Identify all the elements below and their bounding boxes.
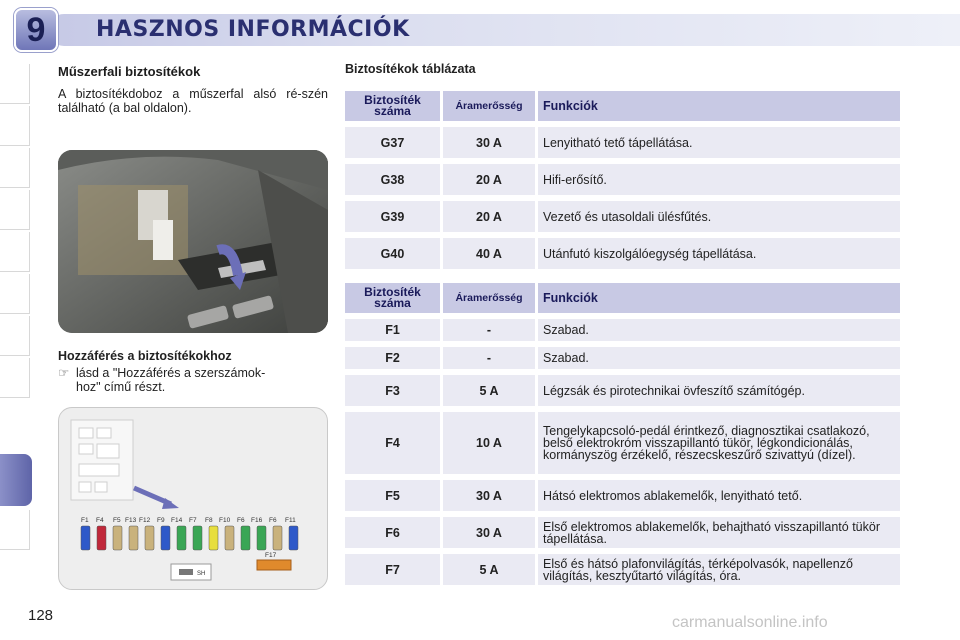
chapter-tab-4[interactable] (0, 190, 30, 230)
fuse-f17 (257, 560, 291, 570)
page-number: 128 (28, 607, 54, 624)
fuse-labels (81, 517, 296, 524)
fuse-blade (113, 526, 122, 550)
table-header-row (345, 91, 900, 121)
table-header-row (345, 283, 900, 313)
table-row: F4 10 A Tengelykapcsoló-pedál érintkező, diagnosztikai csatlakozó, belső elektrokróm visszapillantó tükör, légkondicionálás, kormányszög érzékelő, részecskeszűrő szivattyú (dízel). (345, 412, 900, 474)
header-amperage: Áramerősség (440, 283, 535, 313)
header-fuse-number: Biztosíték száma (345, 91, 440, 121)
chapter-tab-6[interactable] (0, 274, 30, 314)
chapter-tab-8[interactable] (0, 358, 30, 398)
fuse-table-b (345, 277, 900, 591)
fuse-label: F10 (219, 517, 231, 524)
fuse-blade (129, 526, 138, 550)
chapter-tab-3[interactable] (0, 148, 30, 188)
shunt (179, 569, 193, 575)
header-amperage: Áramerősség (440, 91, 535, 121)
left-column (58, 60, 328, 115)
fuse-label: F4 (96, 517, 104, 524)
table-row: F5 30 A Hátsó elektromos ablakemelők, lenyitható tető. (345, 480, 900, 511)
chapter-badge: 9 (14, 8, 58, 52)
fuse-blade (161, 526, 170, 550)
bullet-hand-icon: ☞ (58, 366, 70, 380)
fuse-label: F16 (251, 517, 263, 524)
access-fuses-title: Hozzáférés a biztosítékokhoz (58, 349, 232, 363)
fuse-label: F9 (157, 517, 165, 524)
chapter-tab-5[interactable] (0, 232, 30, 272)
fuse-blade (145, 526, 154, 550)
table-row: F3 5 A Légzsák és pirotechnikai övfeszítő számítógép. (345, 375, 900, 406)
fuse-label: F13 (125, 517, 137, 524)
fuse-blade (81, 526, 90, 550)
fuse-label: F11 (285, 517, 296, 524)
fuse-blade (225, 526, 234, 550)
fuse-box-svg (59, 408, 328, 590)
dashboard-photo (58, 150, 328, 333)
fuse-blade (97, 526, 106, 550)
chapter-tab-1[interactable] (0, 64, 30, 104)
shunt-label: SH (197, 571, 206, 577)
fuse-blade (289, 526, 298, 550)
fuse-label-f17: F17 (265, 552, 277, 559)
access-line-1: lásd a "Hozzáférés a szerszámok- (76, 366, 266, 380)
fuse-table-caption: Biztosítékok táblázata (345, 62, 476, 76)
fuse-box-diagram (58, 407, 328, 590)
fuse-label: F5 (113, 517, 121, 524)
access-line-2: hoz" című részt. (76, 380, 166, 394)
fuse-blade (273, 526, 282, 550)
fuse-label: F6 (237, 517, 245, 524)
fuse-label: F6 (269, 517, 277, 524)
chapter-tab-10[interactable] (0, 510, 30, 550)
fuse-label: F8 (205, 517, 213, 524)
page-title: HASZNOS INFORMÁCIÓK (96, 17, 410, 42)
fuse-blade (241, 526, 250, 550)
table-row: F6 30 A Első elektromos ablakemelők, behajtható visszapillantó tükör tápellátása. (345, 517, 900, 548)
fuse-blade (193, 526, 202, 550)
chapter-tab-9-active[interactable] (0, 454, 32, 506)
fuse-label: F1 (81, 517, 89, 524)
header-fuse-number: Biztosíték száma (345, 283, 440, 313)
page-header (0, 0, 960, 60)
table-row: G37 30 A Lenyitható tető tápellátása. (345, 127, 900, 158)
chapter-tab-7[interactable] (0, 316, 30, 356)
dashboard-fuses-title: Műszerfali biztosítékok (58, 64, 201, 79)
fuse-blade (177, 526, 186, 550)
table-row: F2 - Szabad. (345, 347, 900, 369)
fuse-table-a (345, 85, 900, 275)
header-functions: Funkciók (535, 283, 900, 313)
fuse-blade (209, 526, 218, 550)
table-row: G39 20 A Vezető és utasoldali ülésfűtés. (345, 201, 900, 232)
table-row: F7 5 A Első és hátsó plafonvilágítás, térképolvasók, napellenző világítás, kesztyűtartó világítás, óra. (345, 554, 900, 585)
table-row: G38 20 A Hifi-erősítő. (345, 164, 900, 195)
table-row: G40 40 A Utánfutó kiszolgálóegység tápellátása. (345, 238, 900, 269)
chapter-tab-2[interactable] (0, 106, 30, 146)
fuse-blade (257, 526, 266, 550)
fuse-label: F14 (171, 517, 183, 524)
table-row: F1 - Szabad. (345, 319, 900, 341)
dashboard-fuses-text: A biztosítékdoboz a műszerfal alsó ré-szén található (a bal oldalon). (58, 87, 328, 115)
watermark: carmanualsonline.info (672, 614, 828, 631)
fuse-label: F7 (189, 517, 197, 524)
chapter-tabs (0, 64, 34, 584)
header-functions: Funkciók (535, 91, 900, 121)
access-fuses-text (58, 366, 328, 394)
fuse-row (81, 526, 298, 550)
fuse-label: F12 (139, 517, 151, 524)
